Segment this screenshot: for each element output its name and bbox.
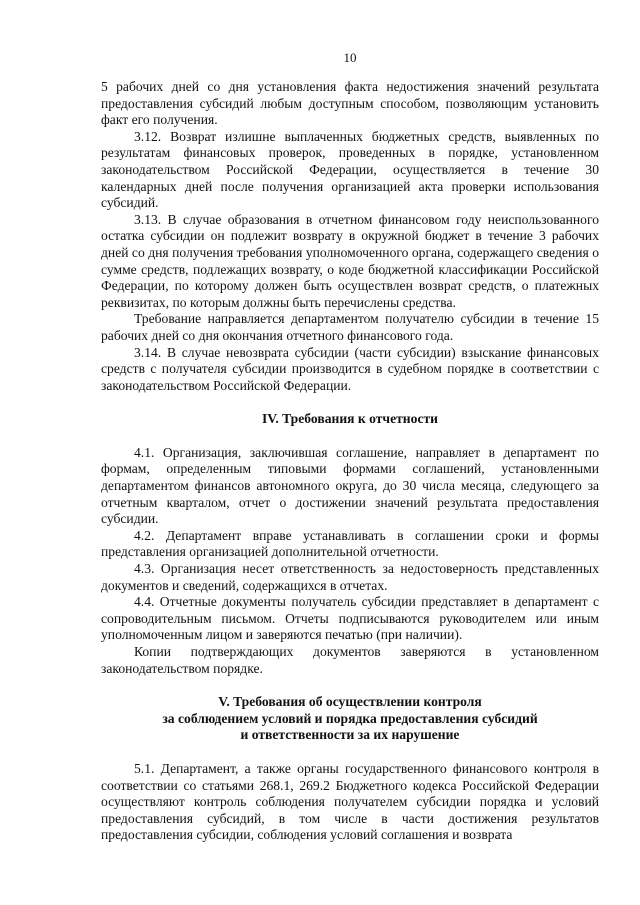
page-number: 10 (343, 50, 357, 65)
section-5-heading-line-1: V. Требования об осуществлении контроля (218, 694, 482, 710)
paragraph-copies: Копии подтверждающих документов заверяются в установленном законодательством порядке. (101, 644, 599, 676)
paragraph-4-1: 4.1. Организация, заключившая соглашение, направляет в департамент по формам, определенным типовыми формами соглашений, установленными департаментом финансов автономного округа, до 30 числа месяца, следующего за отчетным кварталом, отчет о достижении значений результата предоставления субсидии. (101, 444, 599, 527)
spacer (101, 428, 599, 445)
paragraph-4-4: 4.4. Отчетные документы получатель субсидии представляет в департамент с сопроводительным письмом. Отчеты подписываются руководителем или иным уполномоченным лицом и заверяются печатью (при наличии). (101, 594, 599, 643)
paragraph-3-14: 3.14. В случае невозврата субсидии (части субсидии) взыскание финансовых средств с получателя субсидии производится в судебном порядке в соответствии с законодательством Российской Федерации. (101, 344, 599, 393)
paragraph-requirement: Требование направляется департаментом получателю субсидии в течение 15 рабочих дней со дня окончания отчетного финансового года. (101, 311, 599, 343)
spacer (101, 677, 599, 694)
section-5-heading (101, 694, 599, 744)
section-5-heading-line-2: за соблюдением условий и порядка предоставления субсидий (162, 710, 538, 726)
section-4-heading: IV. Требования к отчетности (261, 411, 438, 427)
paragraph-3-12: 3.12. Возврат излишне выплаченных бюджетных средств, выявленных по результатам финансовых проверок, проведенных в порядке, установленном законодательством Российской Федерации, осуществляется в течение 30 календарных дней после получения организацией акта проверки использования субсидий. (101, 128, 599, 211)
spacer (101, 394, 599, 411)
paragraph-5-1: 5.1. Департамент, а также органы государственного финансового контроля в соответствии со статьями 268.1, 269.2 Бюджетного кодекса Российской Федерации осуществляют контроль соблюдения получателем субсидии порядка и условий предоставления субсидий, в том числе в части достижения результатов предоставления субсидии, соблюдения условий соглашения и возврата (101, 760, 599, 843)
paragraph-4-2: 4.2. Департамент вправе устанавливать в соглашении сроки и формы представления организацией дополнительной отчетности. (101, 527, 599, 560)
paragraph-3-13: 3.13. В случае образования в отчетном финансовом году неиспользованного остатка субсидии он подлежит возврату в окружной бюджет в течение 3 рабочих дней со дня получения требования уполномоченного органа, содержащего сведения о сумме средств, подлежащих возврату, о коде бюджетной классификации Российской Федерации, по которому должен быть осуществлен возврат средств, о платежных реквизитах, по которым должны быть перечислены средства. (101, 211, 599, 310)
paragraph-continuation: 5 рабочих дней со дня установления факта недостижения значений результата предоставления субсидий любым доступным способом, позволяющим установить факт его получения. (101, 79, 599, 128)
section-5-heading-line-3: и ответственности за их нарушение (240, 727, 460, 743)
paragraph-4-3: 4.3. Организация несет ответственность за недостоверность представленных документов и сведений, содержащихся в отчетах. (101, 561, 599, 593)
spacer (101, 744, 599, 761)
